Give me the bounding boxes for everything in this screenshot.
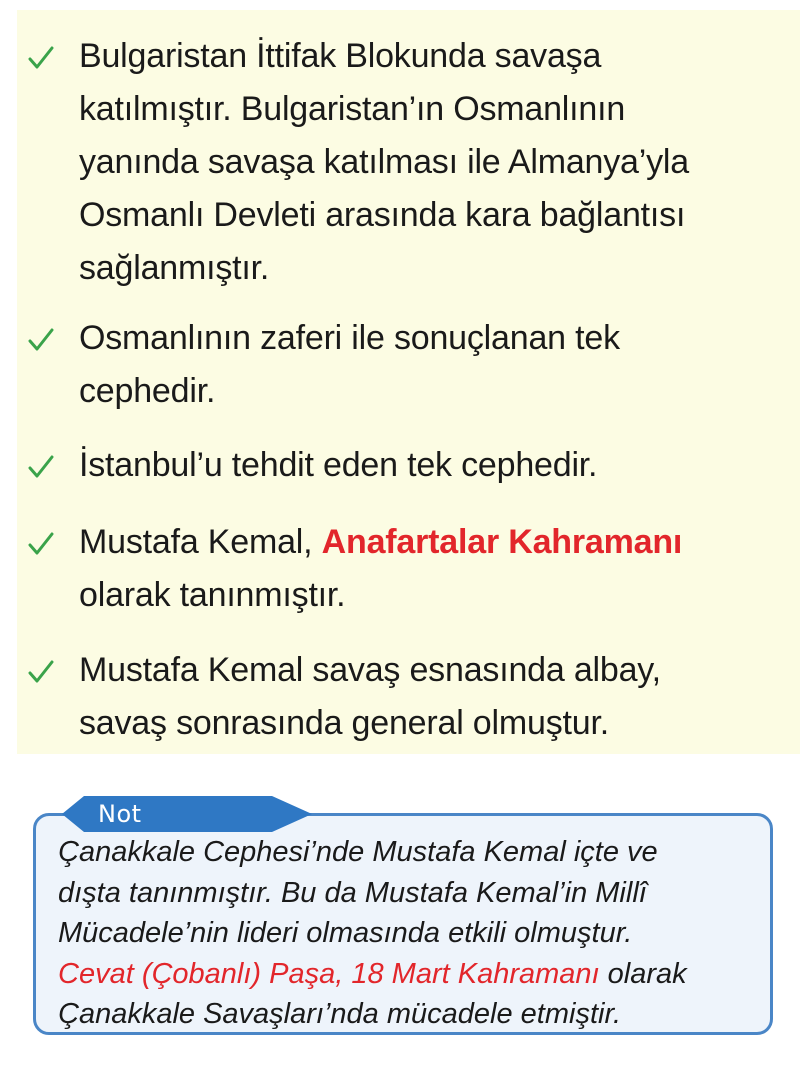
checkmark-icon [27, 658, 55, 686]
checkmark-icon [27, 44, 55, 72]
checkmark-icon [27, 530, 55, 558]
list-item-text: İstanbul’u tehdit eden tek cephedir. [79, 446, 598, 484]
note-label: Not [98, 800, 142, 828]
note-text: Çanakkale Cephesi’nde Mustafa Kemal içte ve dışta tanınmıştır. Bu da Mustafa Kemal’in Millî Mücadele’nin lideri olmasında etkili olmuştur. Cevat (Çobanlı) Paşa, 18 Mart Kahramanı olarak Çanakkale Savaşları’nda mücadele etmiştir. [58, 836, 687, 1030]
list-item-text: Mustafa Kemal, Anafartalar Kahramanı olarak tanınmıştır. [79, 523, 683, 614]
list-item-text: Bulgaristan İttifak Blokunda savaşa katılmıştır. Bulgaristan’ın Osmanlının yanında savaşa katılması ile Almanya’yla Osmanlı Devleti arasında kara bağlantısı sağlanmıştır. [79, 37, 689, 287]
checkmark-icon [27, 326, 55, 354]
list-item-text: Osmanlının zaferi ile sonuçlanan tek cephedir. [79, 319, 620, 410]
checkmark-icon [27, 453, 55, 481]
highlight-text: Anafartalar Kahramanı [321, 523, 683, 561]
content-panel [17, 10, 800, 754]
list-item-text: Mustafa Kemal savaş esnasında albay, savaş sonrasında general olmuştur. [79, 651, 661, 742]
note-highlight: Cevat (Çobanlı) Paşa, 18 Mart Kahramanı [58, 957, 600, 990]
